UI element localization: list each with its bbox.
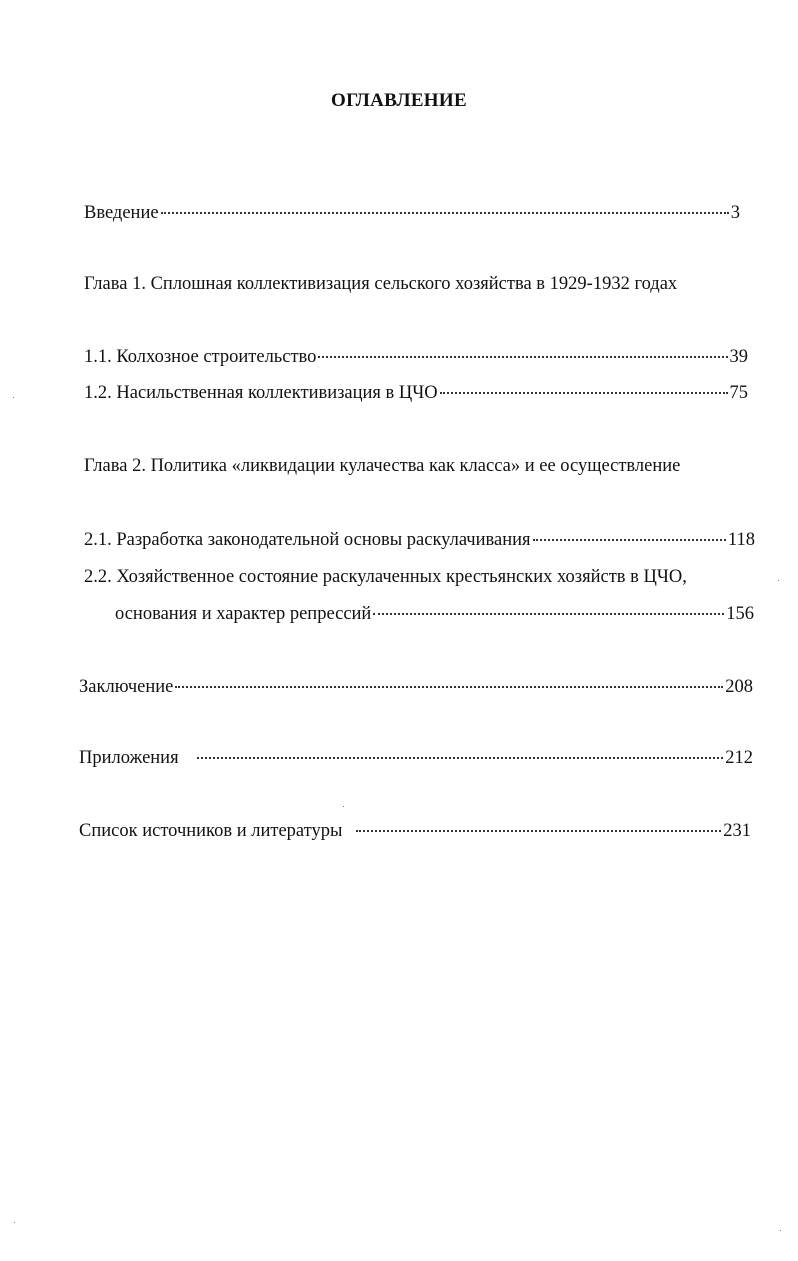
toc-entry-page: 75	[729, 383, 748, 403]
dot-leader	[175, 680, 723, 688]
toc-entry-2-2	[115, 603, 754, 625]
toc-entry-page: 118	[727, 530, 755, 550]
toc-entry-label: Приложения	[79, 748, 179, 768]
scan-speck	[13, 397, 14, 398]
toc-entry-label: основания и характер репрессий	[115, 604, 372, 624]
page-title: ОГЛАВЛЕНИЕ	[331, 90, 467, 111]
toc-entry-1-2	[84, 382, 748, 404]
toc-entry-page: 231	[723, 821, 751, 841]
dot-leader	[533, 533, 726, 541]
scan-speck	[343, 806, 344, 807]
dot-leader	[373, 607, 724, 615]
dot-leader	[161, 206, 729, 214]
toc-entry-page: 212	[725, 748, 753, 768]
chapter-2-heading: Глава 2. Политика «ликвидации кулачества как класса» и ее осуществление	[84, 456, 681, 476]
dot-leader	[197, 751, 724, 759]
toc-entry-page: 156	[726, 604, 754, 624]
toc-entry-conclusion	[79, 676, 753, 698]
toc-entry-page: 39	[729, 347, 748, 367]
dot-leader	[356, 824, 721, 832]
toc-entry-2-1	[84, 529, 755, 551]
dot-leader	[318, 350, 727, 358]
toc-entry-label: Введение	[84, 203, 159, 223]
toc-entry-appendices	[79, 747, 753, 769]
toc-entry-intro	[84, 202, 740, 224]
toc-entry-label: 1.1. Колхозное строительство	[84, 347, 317, 367]
toc-entry-1-1	[84, 346, 748, 368]
toc-entry-page: 3	[730, 203, 740, 223]
toc-entry-sources	[79, 820, 751, 842]
toc-entry-2-2-first-line: 2.2. Хозяйственное состояние раскулаченных крестьянских хозяйств в ЦЧО,	[84, 567, 687, 587]
scan-speck	[14, 1222, 15, 1223]
toc-entry-label: 2.1. Разработка законодательной основы раскулачивания	[84, 530, 531, 550]
toc-entry-label: 1.2. Насильственная коллективизация в ЦЧО	[84, 383, 438, 403]
toc-entry-page: 208	[725, 677, 753, 697]
dot-leader	[440, 386, 728, 394]
toc-entry-label: Заключение	[79, 677, 174, 697]
scan-speck	[778, 580, 779, 581]
toc-entry-label: Список источников и литературы	[79, 821, 343, 841]
scan-speck	[780, 1230, 781, 1231]
chapter-1-heading: Глава 1. Сплошная коллективизация сельского хозяйства в 1929-1932 годах	[84, 274, 678, 294]
